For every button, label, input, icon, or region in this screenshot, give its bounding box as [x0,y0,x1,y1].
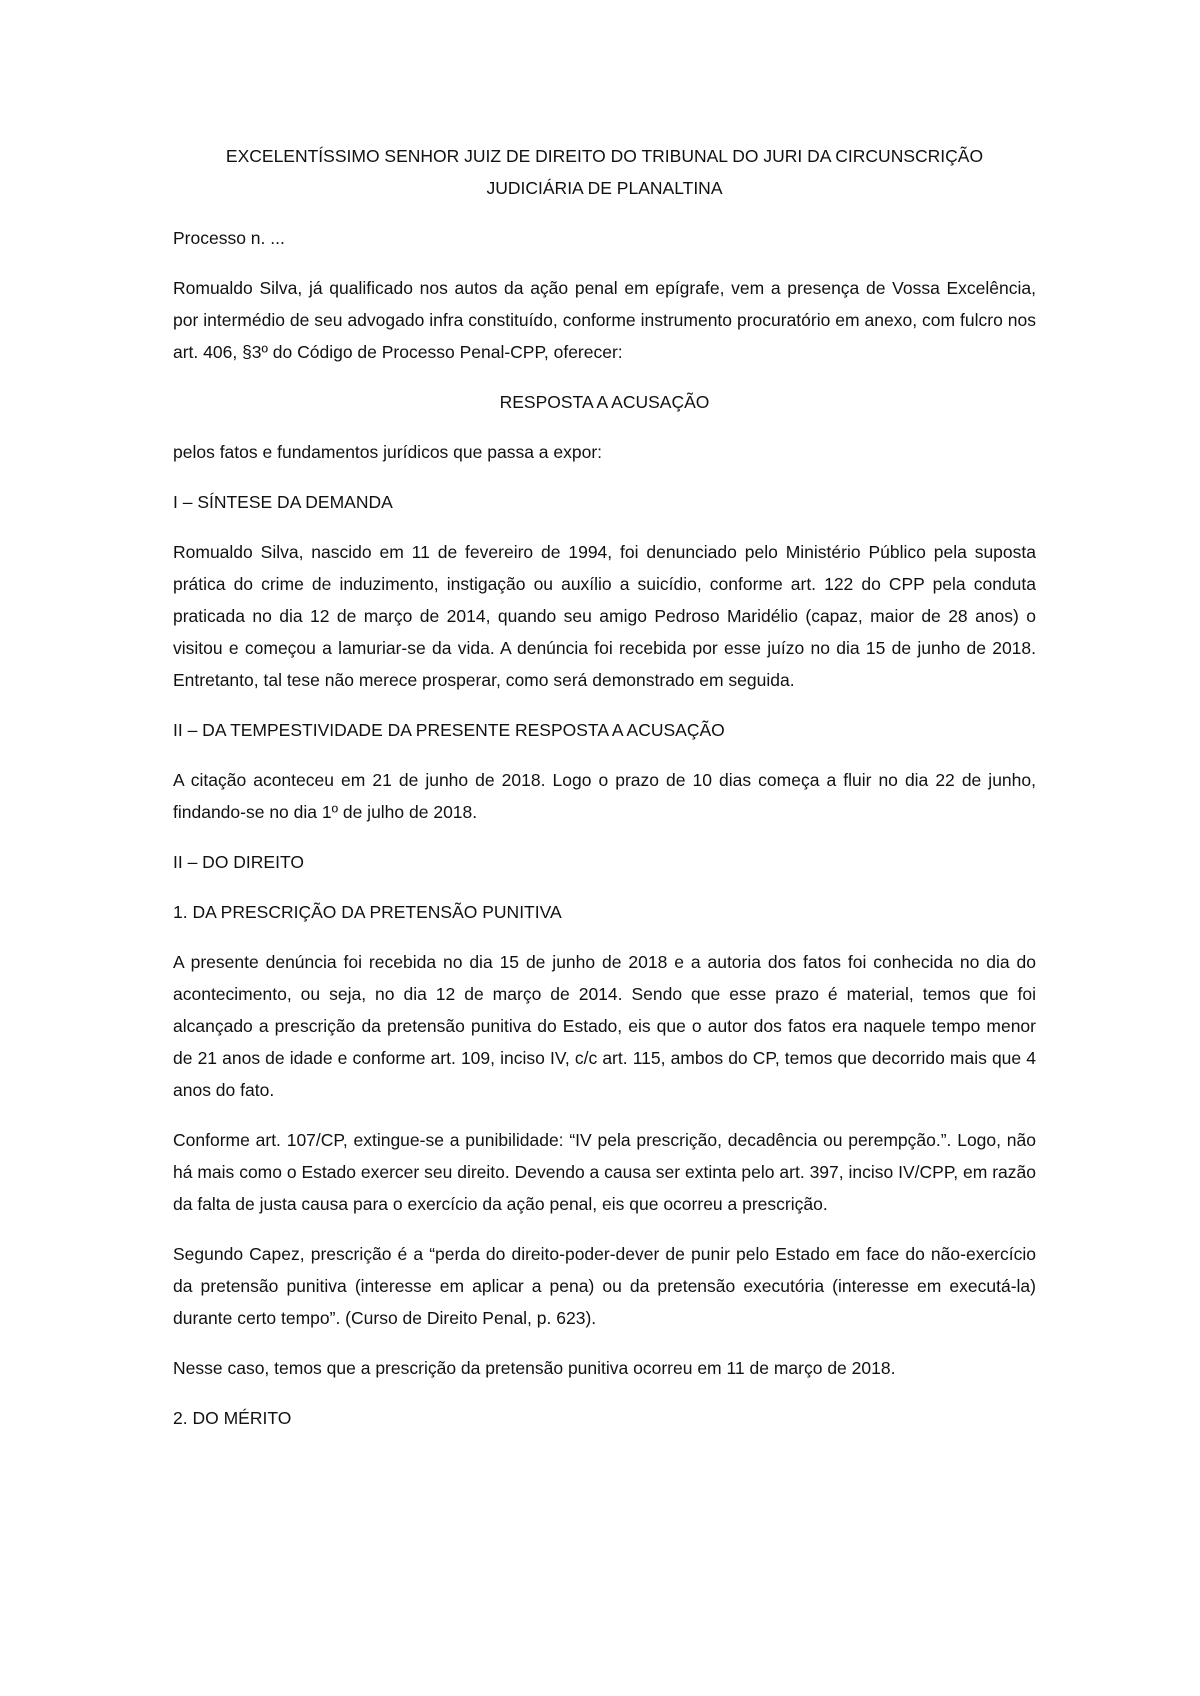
section-2-body: A citação aconteceu em 21 de junho de 2018. Logo o prazo de 10 dias começa a fluir no dia 22 de junho, findando-se no dia 1º de julho de 2018. [173,770,1036,822]
intro-paragraph: Romualdo Silva, já qualificado nos autos da ação penal em epígrafe, vem a presença de Vossa Excelência, por intermédio de seu advogado infra constituído, conforme instrumento procuratório em anexo, com fulcro nos art. 406, §3º do Código de Processo Penal-CPP, oferecer: [173,278,1036,362]
intro-followup: pelos fatos e fundamentos jurídicos que passa a expor: [173,442,603,462]
document-title: RESPOSTA A ACUSAÇÃO [499,392,710,412]
process-number: Processo n. ... [173,228,285,248]
section-1-title: I – SÍNTESE DA DEMANDA [173,492,393,512]
section-3-paragraph-4: Nesse caso, temos que a prescrição da pretensão punitiva ocorreu em 11 de março de 2018. [173,1358,896,1378]
section-3-subtitle-2: 2. DO MÉRITO [173,1408,292,1428]
section-3-subtitle-1: 1. DA PRESCRIÇÃO DA PRETENSÃO PUNITIVA [173,902,562,922]
section-3-paragraph-2: Conforme art. 107/CP, extingue-se a punibilidade: “IV pela prescrição, decadência ou perempção.”. Logo, não há mais como o Estado exercer seu direito. Devendo a causa ser extinta pelo art. 397, inciso IV/CPP, em razão da falta de justa causa para o exercício da ação penal, eis que ocorreu a prescrição. [173,1130,1036,1214]
document-page [173,140,1036,1452]
section-3-paragraph-1: A presente denúncia foi recebida no dia 15 de junho de 2018 e a autoria dos fatos foi conhecida no dia do acontecimento, ou seja, no dia 12 de março de 2014. Sendo que esse prazo é material, temos que foi alcançado a prescrição da pretensão punitiva do Estado, eis que o autor dos fatos era naquele tempo menor de 21 anos de idade e conforme art. 109, inciso IV, c/c art. 115, ambos do CP, temos que decorrido mais que 4 anos do fato. [173,952,1036,1100]
section-3-paragraph-3: Segundo Capez, prescrição é a “perda do direito-poder-dever de punir pelo Estado em face do não-exercício da pretensão punitiva (interesse em aplicar a pena) ou da pretensão executória (interesse em executá-la) durante certo tempo”. (Curso de Direito Penal, p. 623). [173,1244,1036,1328]
section-3-title: II – DO DIREITO [173,852,304,872]
section-1-body: Romualdo Silva, nascido em 11 de fevereiro de 1994, foi denunciado pelo Ministério Público pela suposta prática do crime de induzimento, instigação ou auxílio a suicídio, conforme art. 122 do CPP pela conduta praticada no dia 12 de março de 2014, quando seu amigo Pedroso Maridélio (capaz, maior de 28 anos) o visitou e começou a lamuriar-se da vida. A denúncia foi recebida por esse juízo no dia 15 de junho de 2018. Entretanto, tal tese não merece prosperar, como será demonstrado em seguida. [173,542,1036,690]
section-2-title: II – DA TEMPESTIVIDADE DA PRESENTE RESPOSTA A ACUSAÇÃO [173,720,725,740]
addressee-line-2: JUDICIÁRIA DE PLANALTINA [486,178,723,198]
addressee-line-1: EXCELENTÍSSIMO SENHOR JUIZ DE DIREITO DO TRIBUNAL DO JURI DA CIRCUNSCRIÇÃO [225,146,984,166]
